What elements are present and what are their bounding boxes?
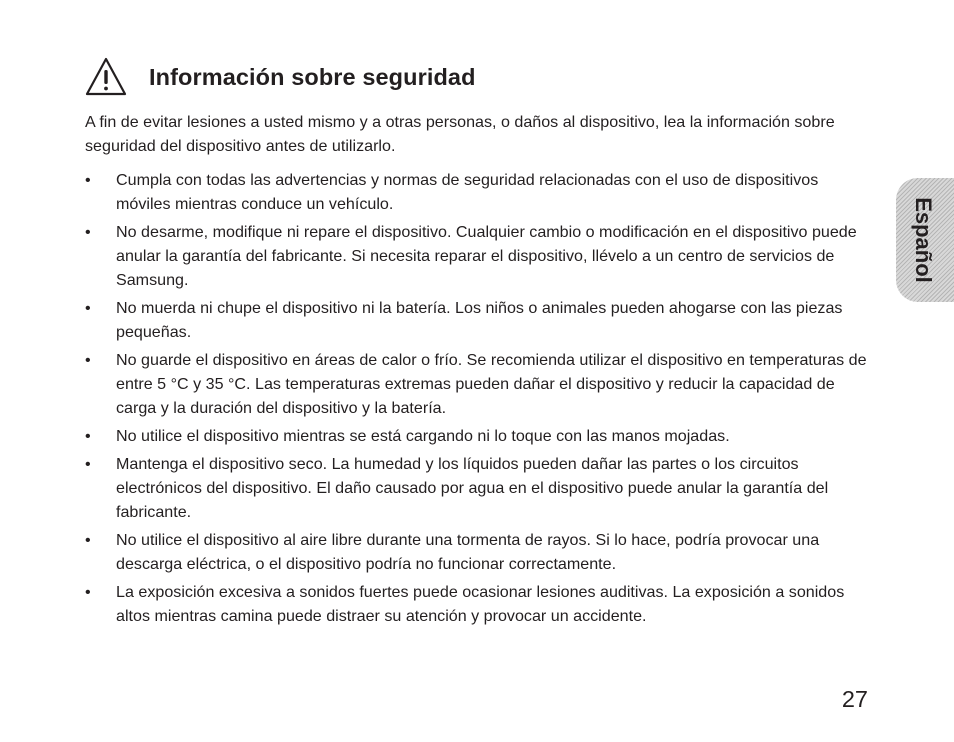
page-title: Información sobre seguridad — [149, 64, 476, 90]
intro-paragraph: A fin de evitar lesiones a usted mismo y a otras personas, o daños al dispositivo, lea la información sobre seguridad del dispositivo antes de utilizarlo. — [85, 113, 835, 155]
bullet-dot: • — [85, 427, 91, 445]
list-item-text: No guarde el dispositivo en áreas de calor o frío. Se recomienda utilizar el dispositivo en temperaturas de entre 5 °C y 35 °C. Las temperaturas extremas pueden dañar el dispositivo y reducir la capacidad de carga y la duración del dispositivo y la batería. — [116, 351, 867, 417]
bullet-dot: • — [85, 351, 91, 369]
bullet-dot: • — [85, 223, 91, 241]
list-item-text: La exposición excesiva a sonidos fuertes puede ocasionar lesiones auditivas. La exposición a sonidos altos mientras camina puede distraer su atención y provocar un accidente. — [116, 583, 845, 625]
language-tab-label: Español — [911, 197, 936, 283]
bullet-dot: • — [85, 531, 91, 549]
bullet-dot: • — [85, 455, 91, 473]
warning-triangle-icon — [84, 55, 128, 99]
list-item — [85, 424, 875, 448]
language-side-tab — [896, 178, 954, 302]
list-item-text: No muerda ni chupe el dispositivo ni la batería. Los niños o animales pueden ahogarse con las piezas pequeñas. — [116, 299, 843, 341]
list-item — [85, 348, 875, 420]
list-item — [85, 528, 875, 576]
bullet-dot: • — [85, 583, 91, 601]
list-item-text: No desarme, modifique ni repare el dispositivo. Cualquier cambio o modificación en el dispositivo puede anular la garantía del fabricante. Si necesita reparar el dispositivo, llévelo a un centro de servicios de Samsung. — [116, 223, 857, 289]
list-item — [85, 220, 875, 292]
list-item-text: No utilice el dispositivo mientras se está cargando ni lo toque con las manos mojadas. — [116, 427, 730, 445]
section-header — [84, 55, 128, 99]
list-item-text: No utilice el dispositivo al aire libre durante una tormenta de rayos. Si lo hace, podría provocar una descarga eléctrica, o el dispositivo podría no funcionar correctamente. — [116, 531, 820, 573]
list-item-text: Mantenga el dispositivo seco. La humedad y los líquidos pueden dañar las partes o los circuitos electrónicos del dispositivo. El daño causado por agua en el dispositivo puede anular la garantía del fabricante. — [116, 455, 829, 521]
list-item — [85, 168, 875, 216]
safety-bullet-list — [85, 168, 875, 632]
page-number: 27 — [841, 686, 868, 712]
bullet-dot: • — [85, 171, 91, 189]
list-item — [85, 580, 875, 628]
list-item — [85, 452, 875, 524]
bullet-dot: • — [85, 299, 91, 317]
list-item — [85, 296, 875, 344]
list-item-text: Cumpla con todas las advertencias y normas de seguridad relacionadas con el uso de dispositivos móviles mientras conduce un vehículo. — [116, 171, 819, 213]
